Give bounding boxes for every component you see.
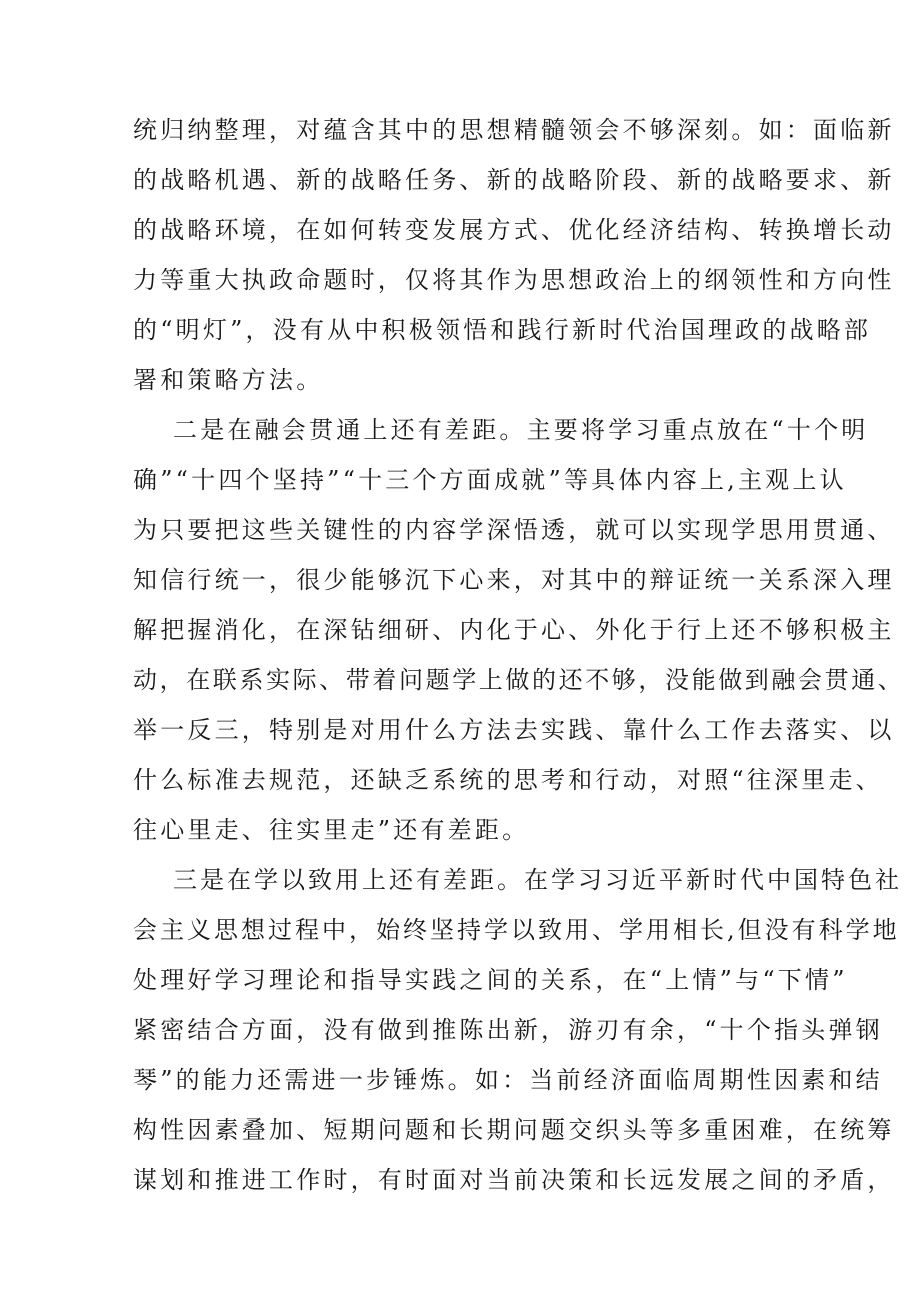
text-line: 什么标准去规范，还缺乏系统的思考和行动，对照“往深里走、 [133,766,883,794]
text-line: 的战略机遇、新的战略任务、新的战略阶段、新的战略要求、新 [133,166,895,194]
text-line: 谋划和推进工作时，有时面对当前决策和长远发展之间的矛盾， [133,1166,895,1194]
text-line: 确”“十四个坚持”“十三个方面成就”等具体内容上,主观上认 [133,466,847,494]
text-line: 署和策略方法。 [133,366,324,394]
text-line: 动，在联系实际、带着问题学上做的还不够，没能做到融会贯通、 [133,666,905,694]
text-line: 举一反三，特别是对用什么方法去实践、靠什么工作去落实、以 [133,716,895,744]
text-line: 解把握消化，在深钻细研、内化于心、外化于行上还不够积极主 [133,616,895,644]
text-line: 会主义思想过程中，始终坚持学以致用、学用相长,但没有科学地 [133,916,900,944]
text-line: 的战略环境，在如何转变发展方式、优化经济结构、转换增长动 [133,216,895,244]
text-line: 的“明灯”，没有从中积极领悟和践行新时代治国理政的战略部 [133,316,872,344]
text-line: 知信行统一，很少能够沉下心来，对其中的辩证统一关系深入理 [133,566,895,594]
text-line: 构性因素叠加、短期问题和长期问题交织头等多重困难，在统筹 [133,1116,895,1144]
text-line: 为只要把这些关键性的内容学深悟透，就可以实现学思用贯通、 [133,516,895,544]
text-line: 往心里走、往实里走”还有差距。 [133,816,530,844]
text-line: 琴”的能力还需进一步锤炼。如：当前经济面临周期性因素和结 [133,1066,883,1094]
text-line: 二是在融会贯通上还有差距。主要将学习重点放在“十个明 [173,416,869,444]
text-line: 紧密结合方面，没有做到推陈出新，游刃有余，“十个指头弹钢 [133,1016,883,1044]
text-line: 力等重大执政命题时，仅将其作为思想政治上的纲领性和方向性 [133,266,895,294]
text-line: 处理好学习理论和指导实践之间的关系，在“上情”与“下情” [133,966,848,994]
text-line: 统归纳整理，对蕴含其中的思想精髓领会不够深刻。如：面临新 [133,116,895,144]
text-line: 三是在学以致用上还有差距。在学习习近平新时代中国特色社 [173,866,902,894]
